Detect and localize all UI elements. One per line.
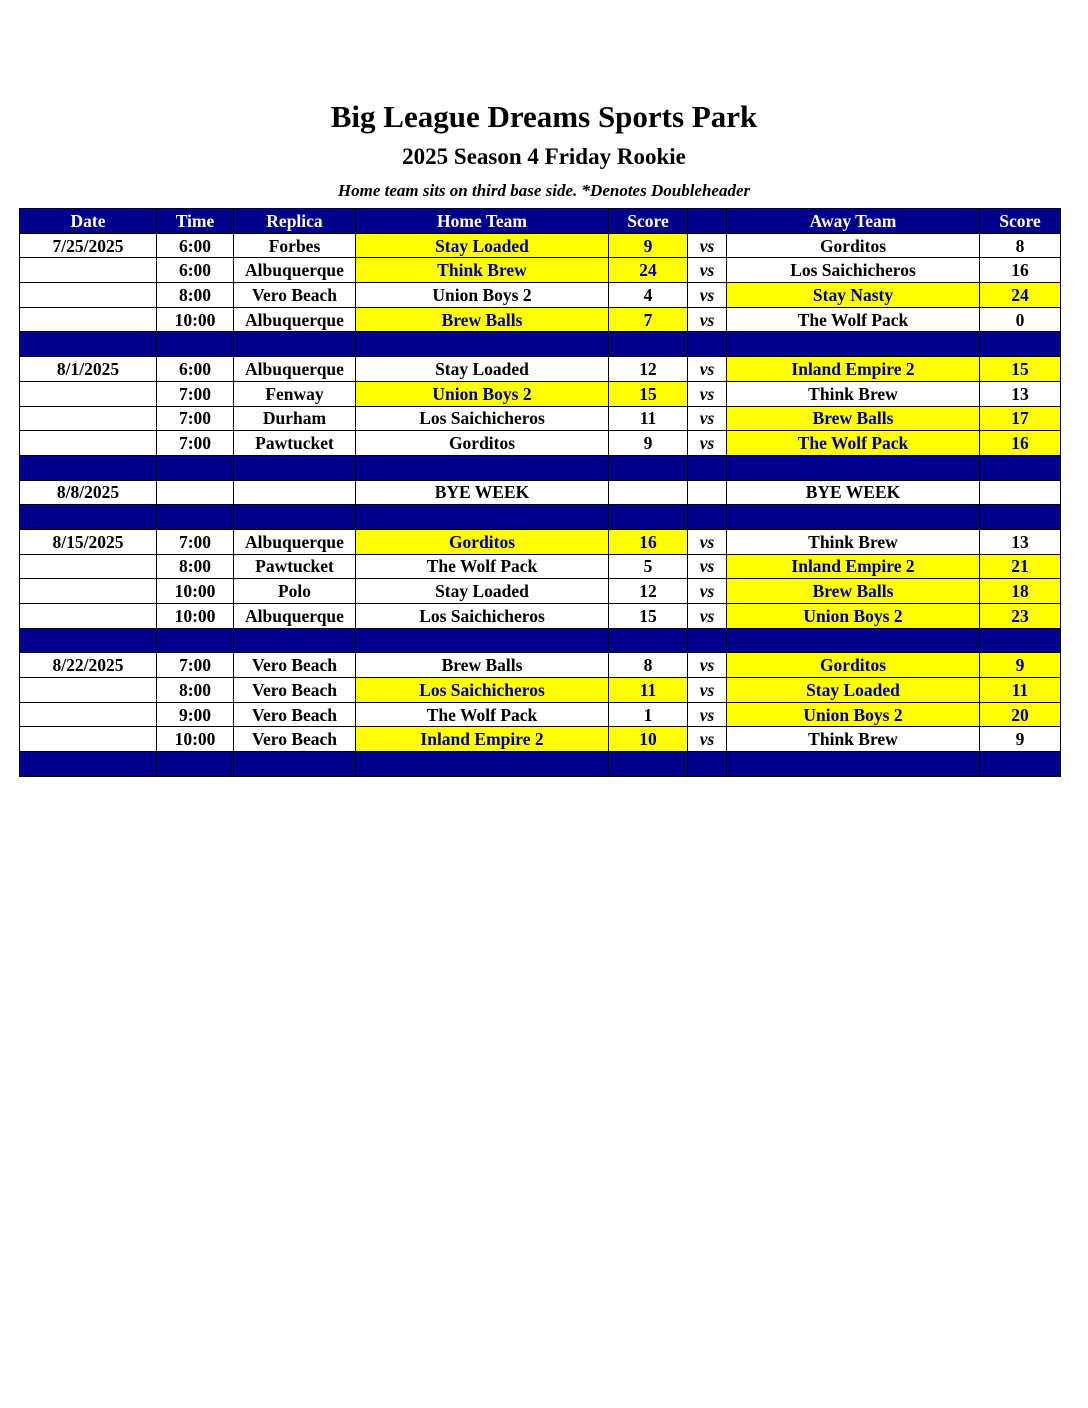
date-cell (20, 702, 157, 727)
date-cell (20, 678, 157, 703)
home-team-cell: Gorditos (356, 529, 609, 554)
header-row (20, 209, 1061, 234)
vs-cell: vs (688, 604, 727, 629)
replica-cell: Albuquerque (234, 307, 356, 332)
away-score-cell: 9 (980, 727, 1061, 752)
game-row (20, 678, 1061, 703)
vs-cell: vs (688, 381, 727, 406)
time-cell: 8:00 (157, 554, 234, 579)
separator-cell (980, 505, 1061, 530)
column-header-away-team: Away Team (727, 209, 980, 234)
game-row (20, 406, 1061, 431)
game-row (20, 702, 1061, 727)
column-header-replica: Replica (234, 209, 356, 234)
separator-cell (20, 455, 157, 480)
replica-cell: Albuquerque (234, 529, 356, 554)
home-score-cell: 10 (609, 727, 688, 752)
replica-cell: Pawtucket (234, 431, 356, 456)
vs-cell: vs (688, 406, 727, 431)
time-cell: 8:00 (157, 283, 234, 308)
game-row (20, 283, 1061, 308)
replica-cell: Albuquerque (234, 604, 356, 629)
column-header-vs (688, 209, 727, 234)
time-cell: 6:00 (157, 233, 234, 258)
away-score-cell: 16 (980, 258, 1061, 283)
date-cell: 8/1/2025 (20, 357, 157, 382)
replica-cell: Vero Beach (234, 283, 356, 308)
time-cell: 10:00 (157, 604, 234, 629)
home-team-cell: Union Boys 2 (356, 381, 609, 406)
time-cell: 7:00 (157, 431, 234, 456)
replica-cell: Forbes (234, 233, 356, 258)
replica-cell: Vero Beach (234, 702, 356, 727)
away-score-cell: 16 (980, 431, 1061, 456)
home-score-cell: 8 (609, 653, 688, 678)
away-team-cell: Think Brew (727, 529, 980, 554)
time-cell: 7:00 (157, 406, 234, 431)
away-score-cell: 24 (980, 283, 1061, 308)
replica-cell: Fenway (234, 381, 356, 406)
home-score-cell: 12 (609, 579, 688, 604)
separator-cell (20, 332, 157, 357)
away-score-cell: 17 (980, 406, 1061, 431)
home-team-cell: Brew Balls (356, 307, 609, 332)
vs-cell: vs (688, 258, 727, 283)
home-score-cell: 7 (609, 307, 688, 332)
date-cell: 8/22/2025 (20, 653, 157, 678)
away-team-cell: Stay Nasty (727, 283, 980, 308)
time-cell: 7:00 (157, 653, 234, 678)
home-score-cell: 1 (609, 702, 688, 727)
separator-cell (688, 505, 727, 530)
home-team-cell: Stay Loaded (356, 233, 609, 258)
home-team-cell: Stay Loaded (356, 579, 609, 604)
separator-cell (688, 455, 727, 480)
vs-cell: vs (688, 727, 727, 752)
separator-cell (356, 332, 609, 357)
game-row (20, 307, 1061, 332)
separator-cell (356, 752, 609, 777)
home-team-cell: BYE WEEK (356, 480, 609, 505)
week-separator-row (20, 628, 1061, 653)
separator-cell (356, 505, 609, 530)
replica-cell: Albuquerque (234, 258, 356, 283)
replica-cell: Polo (234, 579, 356, 604)
separator-cell (688, 752, 727, 777)
home-team-cell: Union Boys 2 (356, 283, 609, 308)
game-row (20, 554, 1061, 579)
home-score-cell: 11 (609, 678, 688, 703)
away-team-cell: Think Brew (727, 727, 980, 752)
game-row (20, 727, 1061, 752)
separator-cell (356, 628, 609, 653)
separator-cell (157, 455, 234, 480)
home-score-cell: 15 (609, 381, 688, 406)
away-team-cell: Inland Empire 2 (727, 554, 980, 579)
date-cell (20, 431, 157, 456)
week-separator-row (20, 455, 1061, 480)
away-team-cell: BYE WEEK (727, 480, 980, 505)
game-row (20, 381, 1061, 406)
date-cell: 7/25/2025 (20, 233, 157, 258)
away-score-cell: 23 (980, 604, 1061, 629)
home-team-cell: Los Saichicheros (356, 406, 609, 431)
home-score-cell: 12 (609, 357, 688, 382)
separator-cell (234, 628, 356, 653)
separator-cell (234, 505, 356, 530)
time-cell: 8:00 (157, 678, 234, 703)
separator-cell (609, 752, 688, 777)
separator-cell (727, 628, 980, 653)
column-header-time: Time (157, 209, 234, 234)
date-cell: 8/8/2025 (20, 480, 157, 505)
time-cell: 6:00 (157, 258, 234, 283)
separator-cell (688, 332, 727, 357)
home-score-cell: 9 (609, 431, 688, 456)
separator-cell (609, 505, 688, 530)
vs-cell: vs (688, 653, 727, 678)
replica-cell: Vero Beach (234, 678, 356, 703)
home-score-cell: 15 (609, 604, 688, 629)
separator-cell (727, 455, 980, 480)
column-header-home-score: Score (609, 209, 688, 234)
separator-cell (356, 455, 609, 480)
game-row (20, 653, 1061, 678)
away-score-cell: 13 (980, 529, 1061, 554)
vs-cell: vs (688, 283, 727, 308)
separator-cell (234, 752, 356, 777)
vs-cell: vs (688, 233, 727, 258)
separator-cell (688, 628, 727, 653)
vs-cell (688, 480, 727, 505)
away-score-cell: 20 (980, 702, 1061, 727)
time-cell: 10:00 (157, 307, 234, 332)
date-cell (20, 554, 157, 579)
away-score-cell: 15 (980, 357, 1061, 382)
separator-cell (157, 628, 234, 653)
game-row (20, 480, 1061, 505)
game-row (20, 604, 1061, 629)
date-cell (20, 727, 157, 752)
away-team-cell: The Wolf Pack (727, 431, 980, 456)
away-score-cell: 18 (980, 579, 1061, 604)
time-cell: 10:00 (157, 727, 234, 752)
away-score-cell: 8 (980, 233, 1061, 258)
separator-cell (727, 332, 980, 357)
home-team-cell: Los Saichicheros (356, 678, 609, 703)
separator-cell (980, 332, 1061, 357)
time-cell: 7:00 (157, 381, 234, 406)
page-subtitle: 2025 Season 4 Friday Rookie (402, 144, 686, 169)
separator-cell (980, 628, 1061, 653)
separator-cell (234, 332, 356, 357)
game-row (20, 233, 1061, 258)
separator-cell (234, 455, 356, 480)
separator-cell (727, 752, 980, 777)
separator-cell (980, 455, 1061, 480)
away-score-cell (980, 480, 1061, 505)
home-team-cell: Stay Loaded (356, 357, 609, 382)
date-cell (20, 406, 157, 431)
separator-cell (727, 505, 980, 530)
away-score-cell: 11 (980, 678, 1061, 703)
date-cell (20, 283, 157, 308)
separator-cell (609, 455, 688, 480)
game-row (20, 579, 1061, 604)
away-team-cell: The Wolf Pack (727, 307, 980, 332)
schedule-table (19, 208, 1061, 777)
replica-cell: Albuquerque (234, 357, 356, 382)
home-score-cell: 5 (609, 554, 688, 579)
date-cell (20, 307, 157, 332)
vs-cell: vs (688, 702, 727, 727)
home-score-cell (609, 480, 688, 505)
home-team-cell: Inland Empire 2 (356, 727, 609, 752)
replica-cell: Vero Beach (234, 727, 356, 752)
replica-cell: Durham (234, 406, 356, 431)
separator-cell (609, 628, 688, 653)
home-score-cell: 16 (609, 529, 688, 554)
home-team-cell: Los Saichicheros (356, 604, 609, 629)
separator-cell (157, 332, 234, 357)
replica-cell: Vero Beach (234, 653, 356, 678)
week-separator-row (20, 505, 1061, 530)
replica-cell: Pawtucket (234, 554, 356, 579)
time-cell (157, 480, 234, 505)
vs-cell: vs (688, 579, 727, 604)
away-score-cell: 13 (980, 381, 1061, 406)
vs-cell: vs (688, 678, 727, 703)
column-header-date: Date (20, 209, 157, 234)
game-row (20, 431, 1061, 456)
home-score-cell: 24 (609, 258, 688, 283)
vs-cell: vs (688, 554, 727, 579)
away-team-cell: Gorditos (727, 653, 980, 678)
column-header-away-score: Score (980, 209, 1061, 234)
vs-cell: vs (688, 529, 727, 554)
date-cell (20, 258, 157, 283)
away-score-cell: 9 (980, 653, 1061, 678)
game-row (20, 258, 1061, 283)
date-cell (20, 604, 157, 629)
away-team-cell: Inland Empire 2 (727, 357, 980, 382)
away-team-cell: Los Saichicheros (727, 258, 980, 283)
home-team-cell: Think Brew (356, 258, 609, 283)
home-team-cell: The Wolf Pack (356, 554, 609, 579)
vs-cell: vs (688, 431, 727, 456)
time-cell: 7:00 (157, 529, 234, 554)
home-score-cell: 4 (609, 283, 688, 308)
week-separator-row (20, 752, 1061, 777)
away-team-cell: Gorditos (727, 233, 980, 258)
away-team-cell: Think Brew (727, 381, 980, 406)
time-cell: 10:00 (157, 579, 234, 604)
game-row (20, 529, 1061, 554)
away-team-cell: Brew Balls (727, 406, 980, 431)
away-score-cell: 0 (980, 307, 1061, 332)
away-score-cell: 21 (980, 554, 1061, 579)
time-cell: 6:00 (157, 357, 234, 382)
page-title: Big League Dreams Sports Park (330, 99, 758, 134)
home-score-cell: 11 (609, 406, 688, 431)
week-separator-row (20, 332, 1061, 357)
separator-cell (157, 505, 234, 530)
home-team-cell: Gorditos (356, 431, 609, 456)
game-row (20, 357, 1061, 382)
home-team-cell: Brew Balls (356, 653, 609, 678)
vs-cell: vs (688, 357, 727, 382)
schedule-body (20, 233, 1061, 776)
away-team-cell: Stay Loaded (727, 678, 980, 703)
home-team-cell: The Wolf Pack (356, 702, 609, 727)
separator-cell (20, 752, 157, 777)
time-cell: 9:00 (157, 702, 234, 727)
date-cell (20, 381, 157, 406)
home-score-cell: 9 (609, 233, 688, 258)
separator-cell (20, 628, 157, 653)
away-team-cell: Union Boys 2 (727, 702, 980, 727)
vs-cell: vs (688, 307, 727, 332)
away-team-cell: Union Boys 2 (727, 604, 980, 629)
separator-cell (20, 505, 157, 530)
away-team-cell: Brew Balls (727, 579, 980, 604)
column-header-home-team: Home Team (356, 209, 609, 234)
page-note: Home team sits on third base side. *Denotes Doubleheader (337, 181, 751, 200)
date-cell: 8/15/2025 (20, 529, 157, 554)
replica-cell (234, 480, 356, 505)
date-cell (20, 579, 157, 604)
separator-cell (609, 332, 688, 357)
separator-cell (157, 752, 234, 777)
separator-cell (980, 752, 1061, 777)
